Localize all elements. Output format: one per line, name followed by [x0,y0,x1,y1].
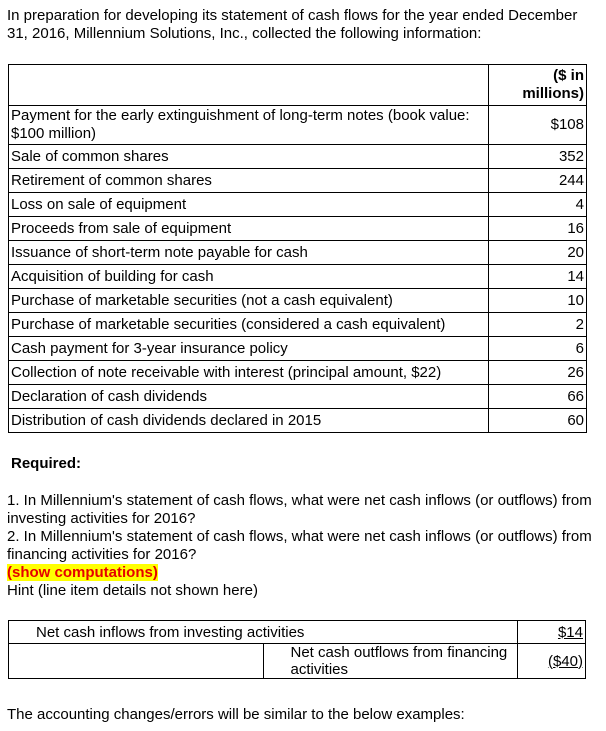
row-value: 14 [489,265,587,289]
row-value: $108 [489,106,587,145]
footer-text: The accounting changes/errors will be similar to the below examples: [7,706,465,723]
table-row [9,193,587,217]
show-computations-note: (show computations) [7,564,158,581]
table-row [9,169,587,193]
table-row [9,313,587,337]
row-value: 10 [489,289,587,313]
questions-block [7,492,597,600]
row-value: 352 [489,145,587,169]
answer-label: Net cash inflows from investing activities [9,621,518,644]
row-label: Purchase of marketable securities (not a cash equivalent) [9,289,489,313]
answer-row-investing [9,621,586,644]
table-row [9,106,587,145]
row-value: 4 [489,193,587,217]
answer-label: Net cash outflows from financing activities [263,644,518,679]
answer-value: ($40) [518,644,586,679]
table-row [9,409,587,433]
answer-value: $14 [518,621,586,644]
row-label: Payment for the early extinguishment of long-term notes (book value: $100 million) [9,106,489,145]
table-row [9,385,587,409]
intro-text: In preparation for developing its statement of cash flows for the year ended December 31, 2016, Millennium Solutions, Inc., collected the following information: [7,7,578,42]
table-row [9,289,587,313]
row-value: 6 [489,337,587,361]
indent-cell [9,644,264,679]
info-table [8,64,587,433]
row-value: 2 [489,313,587,337]
question-2: 2. In Millennium's statement of cash flows, what were net cash inflows (or outflows) from financing activities for 2016? [7,528,592,563]
row-value: 16 [489,217,587,241]
row-label: Issuance of short-term note payable for cash [9,241,489,265]
row-value: 66 [489,385,587,409]
row-label: Acquisition of building for cash [9,265,489,289]
row-label: Proceeds from sale of equipment [9,217,489,241]
row-value: 244 [489,169,587,193]
row-value: 20 [489,241,587,265]
row-label: Purchase of marketable securities (considered a cash equivalent) [9,313,489,337]
table-row [9,145,587,169]
question-1: 1. In Millennium's statement of cash flows, what were net cash inflows (or outflows) from investing activities for 2016? [7,492,592,527]
row-label: Retirement of common shares [9,169,489,193]
table-header-row [9,65,587,106]
answers-table [8,620,586,679]
row-label: Declaration of cash dividends [9,385,489,409]
header-label-cell [9,65,489,106]
row-label: Sale of common shares [9,145,489,169]
hint-text: Hint (line item details not shown here) [7,582,258,599]
table-row [9,217,587,241]
table-row [9,337,587,361]
row-value: 26 [489,361,587,385]
row-label: Collection of note receivable with interest (principal amount, $22) [9,361,489,385]
unit-header: ($ in millions) [489,65,587,106]
row-label: Distribution of cash dividends declared in 2015 [9,409,489,433]
row-label: Cash payment for 3-year insurance policy [9,337,489,361]
table-row [9,361,587,385]
row-label: Loss on sale of equipment [9,193,489,217]
answer-row-financing [9,644,586,679]
table-row [9,241,587,265]
required-heading: Required: [11,455,82,472]
row-value: 60 [489,409,587,433]
table-row [9,265,587,289]
